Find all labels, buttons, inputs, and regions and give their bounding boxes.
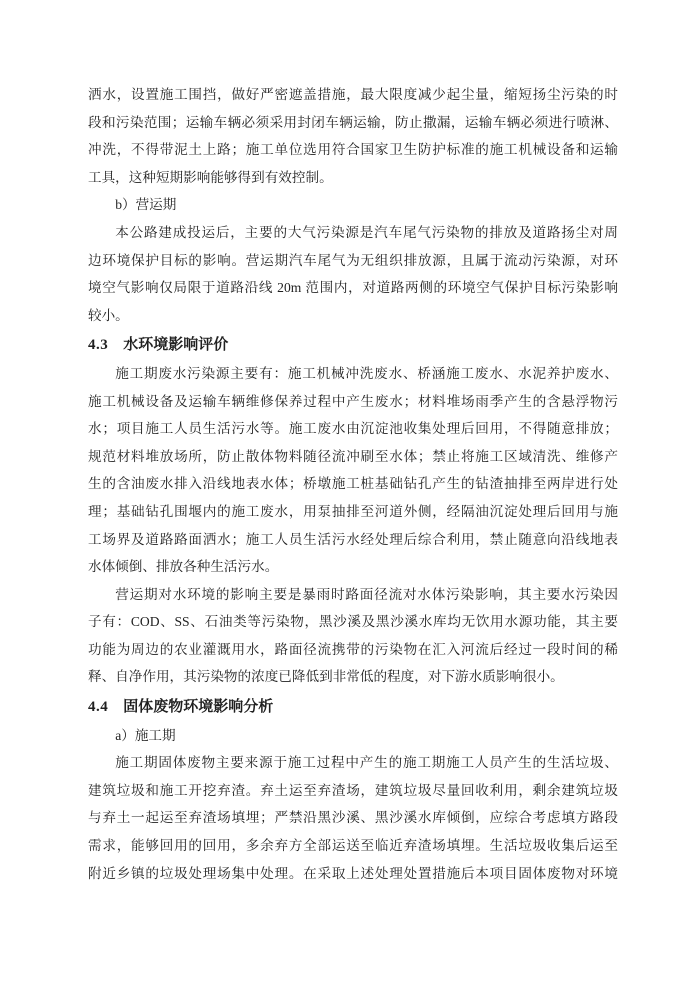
- text-line: 需求，能够回用的回用，多余弃方全部运送至临近弃渣场填埋。生活垃圾收集后运至: [88, 838, 618, 854]
- paragraph: [88, 581, 618, 691]
- text-line: 释、自净作用，其污染物的浓度已降低到非常低的程度，对下游水质影响很小。: [88, 669, 564, 685]
- document-content: [88, 81, 618, 887]
- text-line: 功能为周边的农业灌溉用水，路面径流携带的污染物在汇入河流后经过一段时间的稀: [88, 641, 618, 657]
- text-line: a）施工期: [115, 727, 176, 743]
- text-line: 洒水，设置施工围挡，做好严密遮盖措施，最大限度减少起尘量，缩短扬尘污染的时: [88, 87, 618, 102]
- section-heading: [88, 694, 618, 722]
- text-line: 冲洗，不得带泥土上路；施工单位选用符合国家卫生防护标准的施工机械设备和运输: [88, 142, 618, 158]
- text-line: 较小。: [88, 307, 129, 323]
- text-line: 附近乡镇的垃圾处理场集中处理。在采取上述处理处置措施后本项目固体废物对环境: [88, 865, 618, 881]
- text-line: 工场界及道路路面洒水；施工人员生活污水经处理后综合利用，禁止随意向沿线地表: [88, 531, 618, 547]
- text-line: 本公路建成投运后，主要的大气污染源是汽车尾气污染物的排放及道路扬尘对周: [115, 224, 618, 240]
- paragraph: [88, 191, 618, 219]
- section-title: 水环境影响评价: [123, 337, 229, 354]
- section-heading: [88, 332, 618, 360]
- text-line: 施工期废水污染源主要有：施工机械冲洗废水、桥涵施工废水、水泥养护废水、: [115, 365, 618, 381]
- text-line: 工具，这种短期影响能够得到有效控制。: [88, 169, 333, 185]
- paragraph: [88, 749, 618, 887]
- section-number: 4.4: [88, 699, 109, 716]
- paragraph: [88, 360, 618, 581]
- text-line: 境空气影响仅局限于道路沿线 20m 范围内，对道路两侧的环境空气保护目标污染影响: [88, 280, 618, 296]
- text-line: 规范材料堆放场所，防止散体物料随径流冲刷至水体；禁止将施工区域清洗、维修产: [88, 448, 618, 464]
- paragraph: [88, 722, 618, 750]
- text-line: 子有：COD、SS、石油类等污染物，黑沙溪及黑沙溪水库均无饮用水源功能，其主要: [88, 614, 618, 630]
- text-line: 边环境保护目标的影响。营运期汽车尾气为无组织排放源，且属于流动污染源，对环: [88, 252, 618, 268]
- text-line: 水体倾倒、排放各种生活污水。: [88, 559, 279, 575]
- text-line: 营运期对水环境的影响主要是暴雨时路面径流对水体污染影响，其主要水污染因: [115, 586, 618, 602]
- section-number: 4.3: [88, 337, 109, 354]
- text-line: 与弃土一起运至弃渣场填埋；严禁沿黑沙溪、黑沙溪水库倾倒，应综合考虑填方路段: [88, 810, 618, 826]
- text-line: 理；基础钻孔围堰内的施工废水，用泵抽排至河道外侧，经隔油沉淀处理后回用与施: [88, 503, 618, 519]
- text-line: 段和污染范围；运输车辆必须采用封闭车辆运输，防止撒漏，运输车辆必须进行喷淋、: [88, 114, 618, 130]
- text-line: 生的含油废水排入沿线地表水体；桥墩施工桩基础钻孔产生的钻渣抽排至两岸进行处: [88, 476, 618, 492]
- text-line: 施工机械设备及运输车辆维修保养过程中产生废水；材料堆场雨季产生的含悬浮物污: [88, 393, 618, 409]
- text-line: 建筑垃圾和施工开挖弃渣。弃土运至弃渣场，建筑垃圾尽量回收利用，剩余建筑垃圾: [88, 782, 618, 798]
- section-title: 固体废物环境影响分析: [123, 699, 274, 716]
- text-line: b）营运期: [115, 197, 177, 213]
- paragraph: [88, 81, 618, 191]
- text-line: 施工期固体废物主要来源于施工过程中产生的施工期施工人员产生的生活垃圾、: [115, 755, 618, 771]
- text-line: 水；项目施工人员生活污水等。施工废水由沉淀池收集处理后回用，不得随意排放；: [88, 421, 618, 437]
- paragraph: [88, 219, 618, 329]
